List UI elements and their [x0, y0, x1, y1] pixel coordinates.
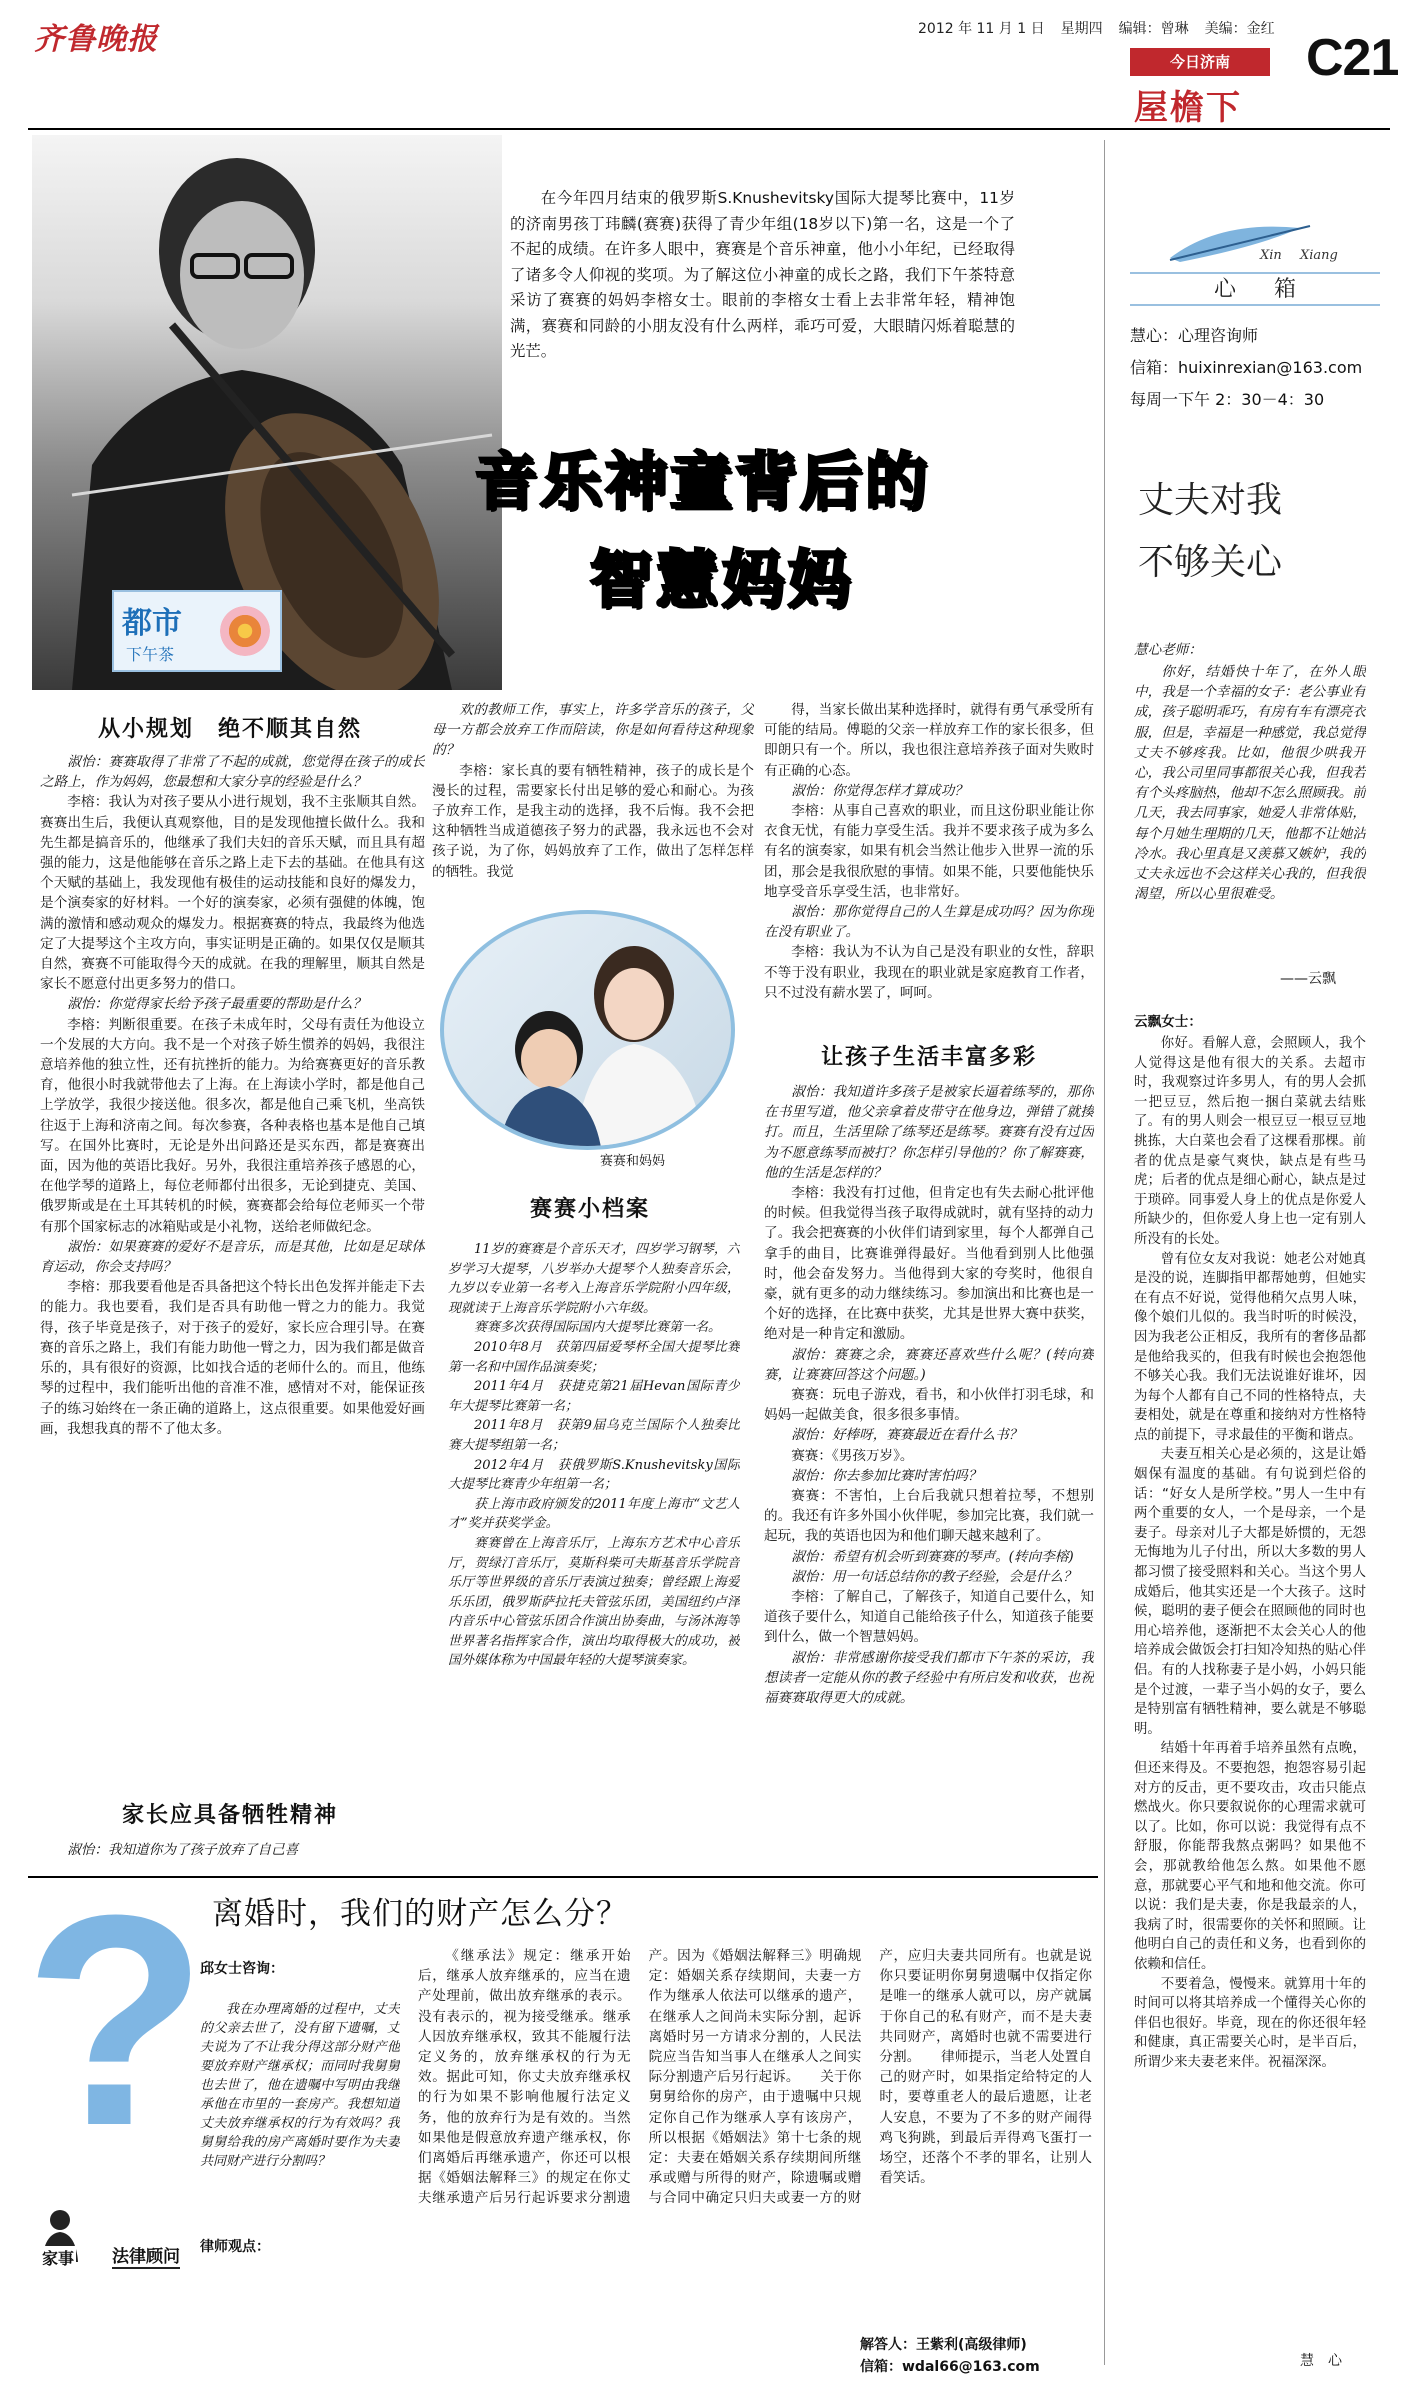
legal-view-label: 律师观点：	[200, 2239, 270, 2255]
paragraph: 李榕：判断很重要。在孩子未成年时，父母有责任为他设立一个发展的大方向。我不是一个对孩子娇生惯养的妈妈，我很注意培养他的独立性，还有抗挫折的能力。为给赛赛更好的音乐教育，他很小时我就带他去了上海。在上海读小学时，都是他自己上学放学，我很少接送他。很多次，都是他自己乘飞机，坐高铁往返于上海和济南之间。每次参赛，各种表格也基本是他自己填写。在国外比赛时，无论是外出问路还是买东西，都是赛赛出面，因为他的英语比我好。另外，我很注重培养孩子感恩的心，在他学琴的道路上，每位老师都付出很多，无论到捷克、美国、俄罗斯或是在土耳其转机的时候，赛赛都会给每位老师买一个带有那个国家标志的冰箱贴或是小礼物，送给老师做纪念。	[40, 1016, 425, 1235]
paragraph: 淑怡：用一句话总结你的教子经验，会是什么？	[791, 1568, 1077, 1585]
paragraph: 2011年8月 获第9届乌克兰国际个人独奏比赛大提琴组第一名；	[448, 1418, 740, 1453]
paragraph: 淑怡：非常感谢你接受我们都市下午茶的采访，我想读者一定能从你的教子经验中有所启发和收获，也祝福赛赛取得更大的成就。	[764, 1649, 1094, 1707]
editor-credit: 编辑：曾琳	[1118, 21, 1189, 37]
legal-body-upper	[418, 1946, 1092, 2260]
paragraph: 淑怡：那你觉得自己的人生算是成功吗？因为你现在没有职业了。	[764, 904, 1094, 941]
paragraph: 淑怡：你去参加比赛时害怕吗？	[791, 1467, 982, 1484]
reply-salute: 云飘女士：	[1134, 1014, 1202, 1030]
mailbox-title	[1130, 272, 1380, 306]
subheading-rich-life: 让孩子生活丰富多彩	[820, 1045, 1037, 1070]
issue-date: 2012 年 11 月 1 日	[918, 21, 1045, 37]
reader-letter: 你好，结婚快十年了，在外人眼中，我是一个幸福的女子：老公事业有成，孩子聪明乖巧，有房有车有漂亮衣服，但是，幸福是一种感觉，我总觉得丈夫不够疼我。比如，他很少哄我开心，我公司里同事都很关心我，但我若有个头疼脑热，他却不怎么照顾我。前几天，我去同事家，她爱人非常体贴，每个月她生理期的几天，他都不让她沾冷水。我心里真是又羡慕又嫉妒，我的丈夫永远也不会这样关心我的，但我很渴望，所以心里很难受。	[1134, 664, 1366, 903]
paragraph: 淑怡：你觉得家长给予孩子最重要的帮助是什么？	[67, 996, 367, 1013]
paragraph: 淑怡：好棒呀，赛赛最近在看什么书？	[791, 1427, 1023, 1444]
paragraph: 赛赛曾在上海音乐厅，上海东方艺术中心音乐厅，贺绿汀音乐厅，莫斯科柴可夫斯基音乐学院音乐厅等世界级的音乐厅表演过独奏；曾经跟上海爱乐乐团，俄罗斯萨拉托夫管弦乐团，美国纽约卢泽内音乐中心管弦乐团合作演出协奏曲，与汤沐海等世界著名指挥家合作，演出均取得极大的成功，被国外媒体称为中国最年轻的大提琴演奏家。	[448, 1535, 740, 1669]
letter-signature: ——云飘	[1280, 971, 1336, 987]
legal-title: 离婚时，我们的财产怎么分？	[212, 1896, 628, 1932]
paragraph: 李榕：我认为不认为自己是没有职业的女性，辞职不等于没有职业，我现在的职业就是家庭教育工作者，只不过没有薪水罢了，呵呵。	[764, 944, 1094, 1001]
column-1-tail: 淑怡：我知道你为了孩子放弃了自己喜	[67, 1842, 299, 1858]
paragraph: 赛赛：《男孩万岁》。	[791, 1447, 914, 1464]
masthead-meta	[918, 18, 1275, 38]
paragraph: 李榕：我认为对孩子要从小进行规划，我不主张顺其自然。赛赛出生后，我便认真观察他，目的是发现他擅长做什么。我和先生都是搞音乐的，他继承了我们夫妇的音乐天赋，而且具有超强的能力，这是他能够在音乐之路上走下去的基础。在他具有这个天赋的基础上，我发现他有极佳的运动技能和良好的爆发力，是个演奏家的好材料。一个好的演奏家，必须有强健的体魄，饱满的激情和感动观众的爆发力。根据赛赛的特点，我最终为他选定了大提琴这个主攻方向，事实证明是正确的。如果仅仅是顺其自然，赛赛不可能取得今天的成就。在我的理解里，顺其自然是家长不愿意付出更多努力的借口。	[40, 794, 425, 993]
question-mark-icon: ?	[24, 1852, 208, 2188]
paragraph: 你好。看解人意，会照顾人，我个人觉得这是他有很大的关系。去超市时，我观察过许多男人，有的男人会抓一把豆豆，然后抱一捆白菜就去结账了。有的男人则会一根豆豆一根豆豆地挑拣，大白菜也会看了这棵看那棵。前者的优点是豪气爽快，缺点是有些马虎；后者的优点是细心耐心，缺点是过于琐碎。同事爱人身上的优点是你爱人所缺少的，但你爱人身上也一定有别人所没有的长处。	[1134, 1036, 1366, 1247]
mailbox-hours: 每周一下午 2：30－4：30	[1130, 390, 1325, 409]
legal-badge-line2: 法律顾问	[112, 2242, 180, 2269]
subheading-planning: 从小规划 绝不顺其自然	[97, 717, 362, 742]
legal-badge-line1: 家事	[40, 2246, 76, 2269]
photo-caption: 赛赛和妈妈	[600, 1154, 666, 1169]
designer-credit: 美编：金红	[1204, 21, 1275, 37]
paragraph: 赛赛：玩电子游戏，看书，和小伙伴打羽毛球，和妈妈一起做美食，很多很多事情。	[764, 1387, 1094, 1424]
paragraph: 结婚十年再着手培养虽然有点晚，但还来得及。不要抱怨，抱怨容易引起对方的反击，更不要攻击，攻击只能点燃战火。你只要叙说你的心理需求就可以了。比如，你可以说：我觉得有点不舒服，你能帮我熬点粥吗？如果他不会，那就教给他怎么熬。如果他不愿意，那就要心平气和地和他交流。你可以说：我们是夫妻，你是我最亲的人，我病了时，很需要你的关怀和照顾。让他明白自己的责任和义务，也看到你的依赖和信任。	[1134, 1741, 1366, 1972]
mailbox-email: 信箱：huixinrexian@163.com	[1130, 358, 1363, 377]
feature-title-line1: 音乐神童背后的	[475, 445, 931, 518]
column-3-bottom	[764, 1082, 1094, 1852]
subheading-sacrifice: 家长应具备牺牲精神	[121, 1803, 338, 1828]
legal-mailbox: 信箱：wdal66@163.com	[860, 2359, 1040, 2375]
section-name: 屋檐下	[1134, 88, 1242, 128]
paragraph: 淑怡：赛赛取得了非常了不起的成就，您觉得在孩子的成长之路上，作为妈妈，您最想和大家分享的经验是什么？	[40, 754, 425, 791]
legal-answer-text: 《继承法》规定：继承开始后，继承人放弃继承的，应当在遗产处理前，做出放弃继承的表示。没有表示的，视为接受继承。继承人因放弃继承权，致其不能履行法定义务的，放弃继承权的行为无效。据此可知，你丈夫放弃继承权的行为如果不影响他履行法定义务，他的放弃行为是有效的。当然如果他是假意放弃遗产继承权，你们离婚后再继承遗产，你还可以根据《婚姻法解释三》的规定在你丈夫继承遗产后另行起诉要求分割遗产。因为《婚姻法解释三》明确规定：婚姻关系存续期间，夫妻一方作为继承人依法可以继承的遗产，在继承人之间尚未实际分割，起诉离婚时另一方请求分割的，人民法院应当告知当事人在继承人之间实际分割遗产后另行起诉。 关于你舅舅给你的房产，由于遗嘱中只规定你自己作为继承人享有该房产，所以根据《婚姻法》第十七条的规定：夫妻在婚姻关系存续期间所继承或赠与所得的财产，除遗嘱或赠与合同中确定只归夫或妻一方的财产，应归夫妻共同所有。也就是说你只要证明你舅舅遗嘱中仅指定你是唯一的继承人就可以，房产就属于你自己的私有财产，而不是夫妻共同财产，离婚时也就不需要进行分割。 律师提示，当老人处置自己的财产时，如果指定给特定的人时，要尊重老人的最后遗愿，让老人安息，不要为了不多的财产闹得鸡飞狗跳，到最后弄得鸡飞蛋打一场空，还落个不孝的罪名，让别人看笑话。	[418, 1948, 1092, 2207]
column-1	[40, 752, 425, 1792]
paragraph: 淑怡：如果赛赛的爱好不是音乐，而是其他，比如是足球体育运动，你会支持吗？	[40, 1238, 425, 1276]
mailbox-title-char2: 箱	[1274, 277, 1297, 302]
flower-icon	[220, 606, 270, 656]
paragraph: 李榕：那我要看他是否具备把这个特长出色发挥并能走下去的能力。我也要看，我们是否具有助他一臂之力的能力。我觉得，孩子毕竟是孩子，对于孩子的爱好，家长应合理引导。在赛赛的音乐之路上，我们有能力助他一臂之力，因为我们都是做音乐的，具有很好的资源，比如找合适的老师什么的。而且，他练琴的过程中，我们能听出他的音准不准，感情对不对，能保证孩子的练习始终在一条正确的道路上，这点很重要。如果他爱好画画，我想我真的帮不了他太多。	[40, 1279, 425, 1437]
column-badge	[112, 590, 282, 672]
reply-signature: 慧 心	[1300, 2353, 1342, 2369]
paragraph: 获上海市政府颁发的2011年度上海市“文艺人才”奖并获奖学金。	[448, 1496, 740, 1532]
letter-title	[1138, 470, 1282, 594]
letter-title-line1: 丈夫对我	[1138, 480, 1283, 521]
paragraph: 淑怡：你觉得怎样才算成功？	[791, 782, 968, 799]
letter-title-line2: 不够关心	[1138, 542, 1283, 583]
logo-script-xiang: Xiang	[1300, 248, 1338, 263]
feature-title-line2: 智慧妈妈	[590, 543, 855, 616]
mailbox-logo	[1160, 210, 1340, 300]
section-top-label: 今日济南	[1130, 48, 1270, 76]
mother-son-portrait	[444, 914, 735, 1150]
paragraph: 淑怡：希望有机会听到赛赛的琴声。(转向李榕)	[791, 1548, 1074, 1565]
paragraph: 2011年4月 获捷克第21届Hevan国际青少年大提琴比赛第一名；	[448, 1379, 740, 1414]
column-2-top	[432, 700, 754, 900]
logo-script-xin: Xin	[1260, 248, 1282, 263]
profile-title: 赛赛小档案	[529, 1197, 650, 1222]
paragraph: 赛赛：不害怕，上台后我就只想着拉琴，不想别的。我还有许多外国小伙伴呢，参加完比赛，我们就一起玩，我的英语也因为和他们聊天越来越利了。	[764, 1488, 1094, 1545]
paragraph: 李榕：从事自己喜欢的职业，而且这份职业能让你衣食无忧，有能力享受生活。我并不要求孩子成为多么有名的演奏家，如果有机会当然让他步入世界一流的乐团，那会是我很欣慰的事情。如果不能，只要他能快乐地享受音乐享受生活，也非常好。	[764, 803, 1094, 900]
paragraph: 欢的教师工作，事实上，许多学音乐的孩子，父母一方都会放弃工作而陪读，你是如何看待这种现象的？	[432, 702, 754, 759]
paragraph: 得，当家长做出某种选择时，就得有勇气承受所有可能的结局。傅聪的父亲一样放弃工作的家长很多，但即朗只有一个。所以，我也很注意培养孩子面对失败时有正确的心态。	[764, 702, 1094, 779]
paragraph: 2010年8月 获第四届爱琴杯全国大提琴比赛第一名和中国作品演奏奖；	[448, 1339, 740, 1375]
page-number: C21	[1306, 29, 1399, 87]
lead-paragraph: 在今年四月结束的俄罗斯S.Knushevitsky国际大提琴比赛中，11岁的济南男孩丁玮麟(赛赛)获得了青少年组(18岁以下)第一名，这是一个了不起的成绩。在许多人眼中，赛赛是个音乐神童，他小小年纪，已经取得了诸多令人仰视的奖项。为了解这位小神童的成长之路，我们下午茶特意采访了赛赛的妈妈李榕女士。眼前的李榕女士看上去非常年轻，精神饱满，赛赛和同龄的小朋友没有什么两样，乖巧可爱，大眼睛闪烁着聪慧的光芒。	[510, 189, 1015, 360]
paragraph: 淑怡：我知道许多孩子是被家长逼着练琴的，那你在书里写道，他父亲拿着皮带守在他身边，弹错了就揍打。而且，生活里除了练琴还是练琴。赛赛有没有过因为不愿意练琴而被打？你怎样引导他的？你了解赛赛，他的生活是怎样的？	[764, 1084, 1094, 1181]
paragraph: 李榕：了解自己，了解孩子，知道自己要什么，知道孩子要什么，知道自己能给孩子什么，知道孩子能要到什么，做一个智慧妈妈。	[764, 1589, 1094, 1646]
letter-salute: 慧心老师：	[1134, 642, 1202, 658]
mailbox-host: 慧心：心理咨询师	[1130, 326, 1259, 345]
paragraph: 淑怡：赛赛之余，赛赛还喜欢些什么呢？(转向赛赛，让赛赛回答这个问题。)	[764, 1346, 1094, 1383]
issue-weekday: 星期四	[1060, 21, 1103, 37]
paragraph: 赛赛多次获得国际国内大提琴比赛第一名。	[474, 1320, 722, 1336]
paragraph: 11岁的赛赛是个音乐天才，四岁学习钢琴，六岁学习大提琴，八岁举办大提琴个人独奏音乐会，九岁以专业第一名考入上海音乐学院附小四年级，现就读于上海音乐学院附小六年级。	[448, 1242, 740, 1316]
column-3-top	[764, 700, 1094, 1030]
paragraph: 夫妻互相关心是必须的，这是让婚姻保有温度的基础。有句说到烂俗的话：“好女人是所学校。”男人一生中有两个重要的女人，一个是母亲，一个是妻子。母亲对儿子大都是娇惯的，无怨无悔地为儿子付出，所以大多数的男人都习惯了接受照料和关心。当这个男人成婚后，他其实还是一个大孩子。这时候，聪明的妻子便会在照顾他的同时也用心培养他，逐渐把不太会关心人的他培养成会做饭会打扫知冷知热的贴心伴侣。有的人找称妻子是小妈，小妈只能是个过渡，一辈子当小妈的女子，要么是特别富有牺牲精神，要么就是不够聪明。	[1134, 1447, 1366, 1737]
legal-badge	[40, 2208, 200, 2268]
masthead-rule-right	[1100, 128, 1390, 130]
mailbox-title-char1: 心	[1213, 277, 1236, 302]
mailbox-info	[1130, 320, 1362, 416]
badge-line2: 下午茶	[126, 645, 175, 664]
badge-line1: 都市	[122, 606, 182, 641]
paragraph: 曾有位女友对我说：她老公对她真是没的说，连脚指甲都帮她剪，但她实在有点不好说，觉得他稍欠点男人味，像个娘们儿似的。我当时听的时候没，因为我老公正相反，我所有的奢侈品都是他给我买的，但我有时候也会抱怨他不够关心我。我们无法说谁好谁坏，因为每个人都有自己不同的性格特点，夫妻相处，就是在尊重和接纳对方性格特点的前提下，寻求最佳的平衡和谐点。	[1134, 1251, 1366, 1443]
masthead-rule	[28, 128, 1128, 130]
legal-answerer: 解答人：王紫利(高级律师)	[860, 2337, 1027, 2353]
legal-asker: 邱女士咨询：	[200, 1961, 284, 1977]
legal-question: 我在办理离婚的过程中，丈夫的父亲去世了，没有留下遗嘱，丈夫说为了不让我分得这部分财产他要放弃财产继承权；而同时我舅舅也去世了，他在遗嘱中写明由我继承他在市里的一套房产。我想知道丈夫放弃继承权的行为有效吗？我舅舅给我的房产离婚时要作为夫妻共同财产进行分割吗？	[200, 2002, 400, 2169]
reply-body	[1134, 1034, 1366, 2350]
paragraph: 李榕：家长真的要有牺牲精神，孩子的成长是个漫长的过程，需要家长付出足够的爱心和耐心。为孩子放弃工作，是我主动的选择，我不后悔。我不会把这种牺牲当成道德孩子努力的武器，我永远也不会对孩子说，为了你，妈妈放弃了工作，做出了怎样怎样的牺牲。我觉	[432, 762, 754, 880]
paper-logo: 齐鲁晚报	[34, 22, 158, 57]
family-photo	[440, 910, 735, 1150]
profile-list	[448, 1240, 740, 1762]
sidebar-divider	[1104, 140, 1105, 2365]
paragraph: 不要着急，慢慢来。就算用十年的时间可以将其培养成一个懂得关心你的伴侣也很好。毕竟，现在的你还很年轻和健康，真正需要关心时，是半百后，所谓少来夫妻老来伴。祝福深深。	[1134, 1976, 1366, 2070]
paragraph: 李榕：我没有打过他，但肯定也有失去耐心批评他的时候。但我觉得当孩子取得成就时，就有坚持的动力了。我会把赛赛的小伙伴们请到家里，每个人都弹自己拿手的曲目，比赛谁弹得最好。当他看到别人比他强时，他会奋发努力。当他得到大家的夸奖时，他很自豪，就有更多的动力继续练习。参加演出和比赛也是一个好的选择，在比赛中获奖，尤其是世界大赛中获奖，绝对是一种肯定和激励。	[764, 1185, 1094, 1343]
paragraph: 2012年4月 获俄罗斯S.Knushevitsky国际大提琴比赛青少年组第一名；	[448, 1457, 740, 1493]
